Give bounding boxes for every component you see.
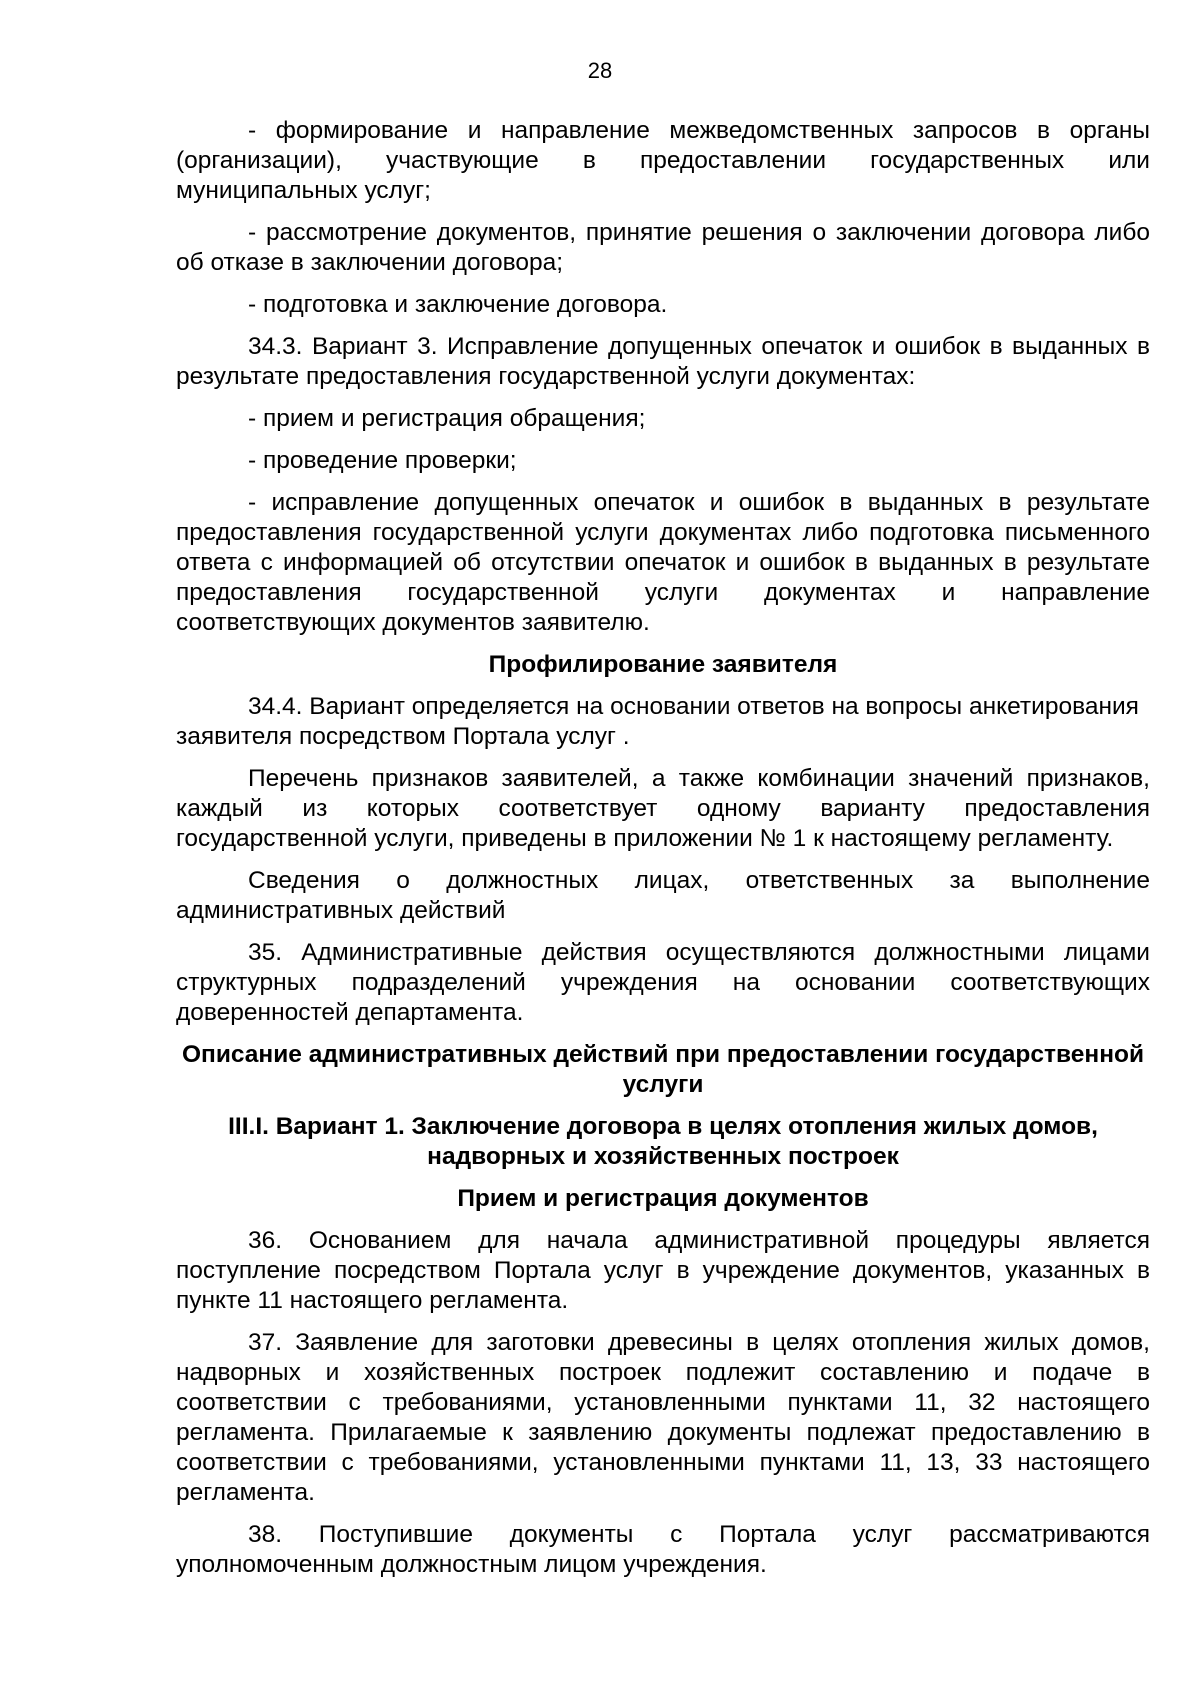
paragraph-applicant-attributes: Перечень признаков заявителей, а также комбинации значений признаков, каждый из которых соответствует одному варианту предоставления государственной услуги, приведены в приложении № 1 к настоящему регламенту. bbox=[176, 765, 1150, 852]
heading-applicant-profiling: Профилирование заявителя bbox=[488, 651, 838, 678]
paragraph-responsible-officials: Сведения о должностных лицах, ответственных за выполнение административных действий bbox=[176, 867, 1150, 924]
paragraph-37: 37. Заявление для заготовки древесины в целях отопления жилых домов, надворных и хозяйственных построек подлежит составлению и подаче в соответствии с требованиями, установленными пунктами 11, 32 настоящего регламента. Прилагаемые к заявлению документы подлежат предоставлению в соответствии с требованиями, установленными пунктами 11, 13, 33 настоящего регламента. bbox=[176, 1329, 1150, 1506]
heading-document-reception: Прием и регистрация документов bbox=[457, 1185, 869, 1212]
document-body bbox=[176, 116, 1150, 1592]
paragraph-error-correction: - исправление допущенных опечаток и ошибок в выданных в результате предоставления государственной услуги документах либо подготовка письменного ответа с информацией об отсутствии опечаток и ошибок в выданных в результате предоставления государственной услуги документах и направление соответствующих документов заявителю. bbox=[176, 489, 1150, 636]
paragraph-verification: - проведение проверки; bbox=[248, 447, 517, 474]
paragraph-38: 38. Поступившие документы с Портала услуг рассматриваются уполномоченным должностным лицом учреждения. bbox=[176, 1521, 1150, 1578]
paragraph-36: 36. Основанием для начала административной процедуры является поступление посредством Портала услуг в учреждение документов, указанных в пункте 11 настоящего регламента. bbox=[176, 1227, 1150, 1314]
heading-administrative-actions: Описание административных действий при предоставлении государственной услуги bbox=[181, 1041, 1145, 1098]
heading-variant-1: III.I. Вариант 1. Заключение договора в целях отопления жилых домов, надворных и хозяйственных построек bbox=[228, 1113, 1098, 1170]
paragraph-document-review: - рассмотрение документов, принятие решения о заключении договора либо об отказе в заключении договора; bbox=[176, 219, 1150, 276]
paragraph-contract-preparation: - подготовка и заключение договора. bbox=[248, 291, 668, 318]
paragraph-34-3: 34.3. Вариант 3. Исправление допущенных опечаток и ошибок в выданных в результате предоставления государственной услуги документах: bbox=[176, 333, 1150, 390]
paragraph-interagency-requests: - формирование и направление межведомственных запросов в органы (организации), участвующие в предоставлении государственных или муниципальных услуг; bbox=[176, 117, 1150, 204]
paragraph-reception-registration: - прием и регистрация обращения; bbox=[248, 405, 646, 432]
paragraph-34-4: 34.4. Вариант определяется на основании ответов на вопросы анкетирования заявителя посредством Портала услуг . bbox=[176, 693, 1139, 750]
paragraph-35: 35. Административные действия осуществляются должностными лицами структурных подразделений учреждения на основании соответствующих доверенностей департамента. bbox=[176, 939, 1150, 1026]
page-number: 28 bbox=[587, 58, 613, 83]
